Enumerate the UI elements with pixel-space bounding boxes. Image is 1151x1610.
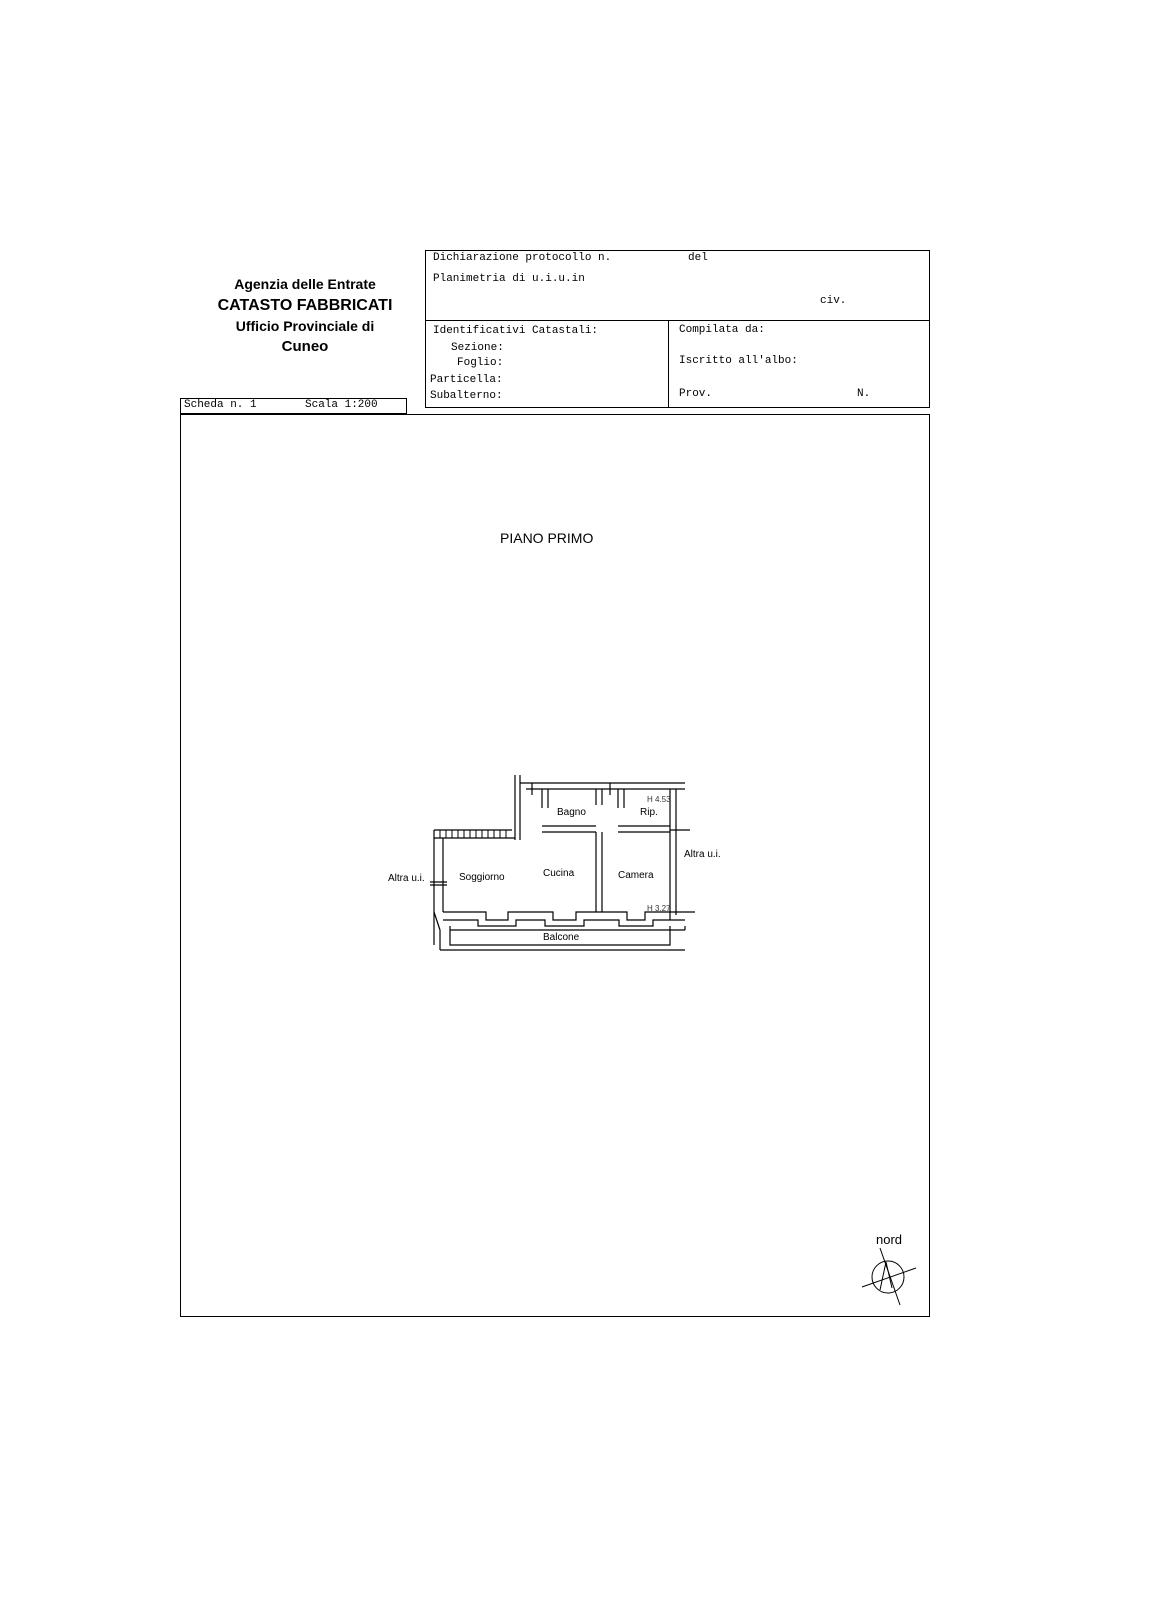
north-arrow-icon [862,1248,916,1305]
room-camera: Camera [618,870,654,881]
scala-label: Scala 1:200 [305,399,378,411]
prov-label: Prov. [679,388,713,400]
scheda-label: Scheda n. 1 [184,399,257,411]
planimetria-label: Planimetria di u.i.u.in [433,273,585,285]
room-soggiorno: Soggiorno [459,872,505,883]
ufficio-label: Ufficio Provinciale di [235,318,375,334]
agency-name: Agenzia delle Entrate [234,276,376,292]
room-bagno: Bagno [557,807,586,818]
height-bottom: H 3.27 [647,904,671,913]
protocol-label: Dichiarazione protocollo n. [433,252,612,264]
foglio-label: Foglio: [457,357,504,369]
room-rip: Rip. [640,807,658,818]
north-label: nord [876,1232,903,1247]
room-balcone: Balcone [543,932,580,943]
identificativi-label: Identificativi Catastali: [433,325,599,337]
neighbor-right: Altra u.i. [684,849,721,860]
del-label: del [688,252,708,264]
subalterno-label: Subalterno: [430,390,503,402]
stair-hatching [440,830,506,838]
compilata-label: Compilata da: [679,324,765,336]
room-cucina: Cucina [543,868,575,879]
catasto-title: CATASTO FABBRICATI [217,297,393,314]
floor-title: PIANO PRIMO [500,530,594,546]
neighbor-left: Altra u.i. [388,873,425,884]
ufficio-city: Cuneo [281,338,329,355]
iscritto-label: Iscritto all'albo: [679,355,798,367]
sezione-label: Sezione: [451,342,504,354]
particella-label: Particella: [430,374,503,386]
n-label: N. [857,388,871,400]
civ-label: civ. [820,295,847,307]
height-top: H 4.53 [647,795,671,804]
